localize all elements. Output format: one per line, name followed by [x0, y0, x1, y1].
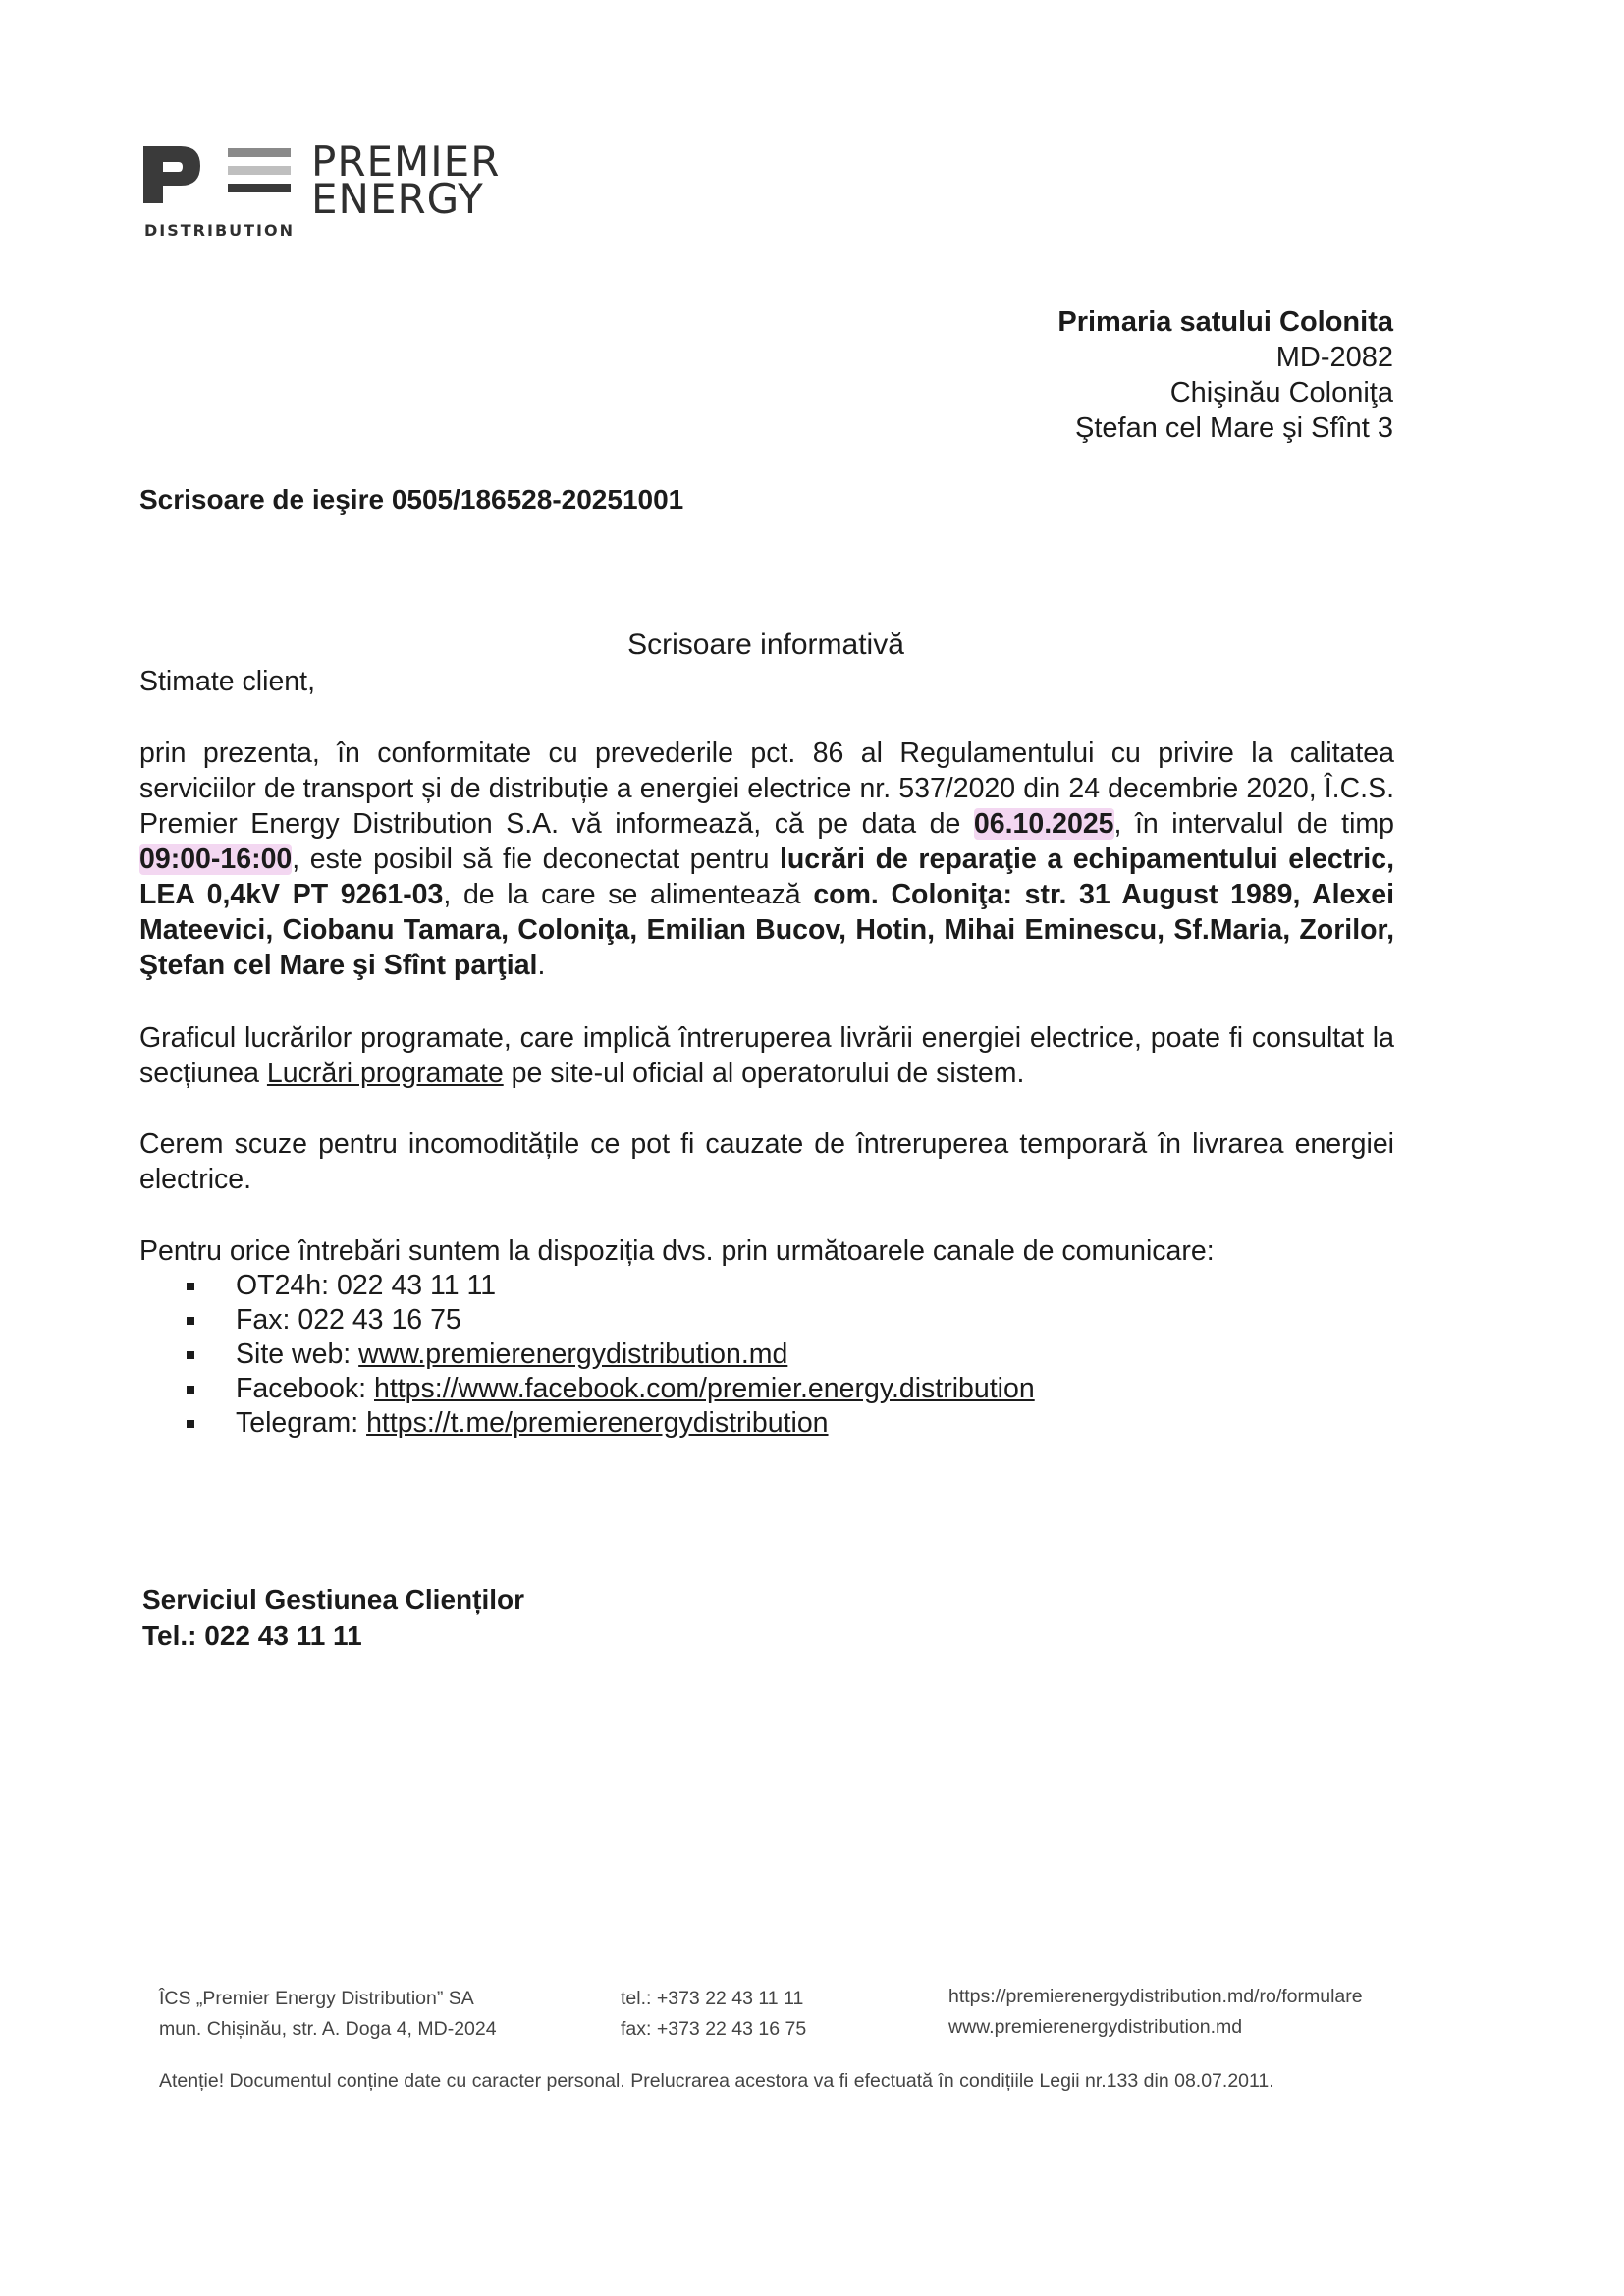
- contact-channels-list: [187, 1269, 1035, 1441]
- company-logo: [139, 137, 552, 241]
- work-description: lucrări de reparaţie a echipamentului electric, LEA 0,4kV PT 9261-03: [139, 844, 1394, 910]
- website-link[interactable]: www.premierenergydistribution.md: [358, 1339, 788, 1370]
- facebook-link[interactable]: https://www.facebook.com/premier.energy.distribution: [374, 1373, 1035, 1404]
- channel-website: [187, 1338, 1035, 1372]
- footer-fax: fax: +373 22 43 16 75: [621, 2018, 807, 2040]
- p2-text-a: Graficul lucrărilor programate, care implică întreruperea livrării energiei electrice, poate fi consultat la secțiunea: [139, 1022, 1394, 1089]
- bullet-icon: [187, 1351, 194, 1359]
- p1-text-a: prin prezenta, în conformitate cu prevederile pct. 86 al Regulamentului cu privire la calitatea serviciilor de transport și de distribuție a energiei electrice nr. 537/2020 din 24 decembrie 2020, Î.C.S. Premier Energy Distribution S.A. vă informează, că pe data de: [139, 738, 1394, 840]
- channel-value: 022 43 11 11: [336, 1270, 497, 1301]
- footer-tel: tel.: +373 22 43 11 11: [621, 1988, 804, 2009]
- privacy-notice: Atenție! Documentul conține date cu caracter personal. Prelucrarea acestora va fi efectuată în condițiile Legii nr.133 din 08.07.2011.: [159, 2070, 1274, 2092]
- logo-word-premier: PREMIER: [311, 137, 501, 186]
- footer-company: [159, 1984, 497, 2045]
- channel-ot24h: [187, 1269, 1035, 1303]
- affected-streets: com. Coloniţa: str. 31 August 1989, Alexei Mateevici, Ciobanu Tamara, Coloniţa, Emilian Bucov, Hotin, Mihai Eminescu, Sf.Maria, Zorilor, Ştefan cel Mare şi Sfînt parţial: [139, 879, 1395, 981]
- notice-paragraph: [139, 736, 1394, 983]
- bullet-icon: [187, 1283, 194, 1290]
- letter-subject: Scrisoare informativă: [627, 629, 904, 661]
- p1-text-d: , de la care se alimentează: [443, 879, 814, 910]
- schedule-paragraph: [139, 1020, 1394, 1091]
- p1-text-c: , este posibil să fie deconectat pentru: [292, 844, 780, 875]
- footer-phones: [621, 1984, 806, 2045]
- channel-label: Facebook:: [236, 1373, 374, 1404]
- footer-site-url[interactable]: www.premierenergydistribution.md: [948, 2016, 1243, 2038]
- bullet-icon: [187, 1317, 194, 1325]
- footer-links: [948, 1982, 1363, 2043]
- apology-paragraph: Cerem scuze pentru incomoditățile ce pot fi cauzate de întreruperea temporară în livrarea energiei electrice.: [139, 1128, 1394, 1195]
- p1-text-b: , în intervalul de timp: [1113, 808, 1394, 840]
- logo-subtitle: DISTRIBUTION: [144, 221, 295, 240]
- p1-text-e: .: [537, 950, 546, 981]
- channel-label: Site web:: [236, 1339, 359, 1370]
- footer-address: mun. Chișinău, str. A. Doga 4, MD-2024: [159, 2018, 497, 2040]
- scheduled-works-link[interactable]: Lucrări programate: [266, 1058, 504, 1089]
- channel-value: 022 43 16 75: [298, 1304, 461, 1336]
- recipient-postal: MD-2082: [1275, 342, 1393, 373]
- premier-energy-logo-mark: [139, 142, 297, 221]
- signature-block: [142, 1581, 524, 1654]
- logo-word-energy: ENERGY: [311, 175, 484, 223]
- channel-facebook: [187, 1372, 1035, 1406]
- letter-reference: Scrisoare de ieşire 0505/186528-20251001: [139, 484, 684, 515]
- contact-intro-paragraph: Pentru orice întrebări suntem la dispoziția dvs. prin următoarele canale de comunicare:: [139, 1235, 1215, 1267]
- channel-telegram: [187, 1406, 1035, 1441]
- channel-label: OT24h:: [236, 1270, 337, 1301]
- bullet-icon: [187, 1386, 194, 1394]
- greeting: Stimate client,: [139, 666, 315, 697]
- recipient-city: Chişinău Coloniţa: [1169, 377, 1393, 409]
- footer-company-name: ÎCS „Premier Energy Distribution” SA: [159, 1988, 474, 2009]
- outage-date: 06.10.2025: [973, 808, 1114, 840]
- channel-label: Telegram:: [236, 1407, 367, 1439]
- channel-fax: [187, 1303, 1035, 1338]
- recipient-block: [804, 304, 1393, 446]
- signature-department: Serviciul Gestiunea Clienților: [142, 1584, 525, 1614]
- recipient-name: Primaria satului Colonita: [1057, 306, 1393, 338]
- telegram-link[interactable]: https://t.me/premierenergydistribution: [366, 1407, 829, 1439]
- recipient-street: Ştefan cel Mare şi Sfînt 3: [1075, 412, 1393, 444]
- channel-label: Fax:: [236, 1304, 298, 1336]
- p2-text-b: pe site-ul oficial al operatorului de sistem.: [503, 1058, 1025, 1089]
- bullet-icon: [187, 1420, 194, 1428]
- footer-forms-url[interactable]: https://premierenergydistribution.md/ro/formulare: [948, 1986, 1363, 2007]
- outage-time: 09:00-16:00: [139, 844, 293, 875]
- signature-phone: Tel.: 022 43 11 11: [142, 1620, 362, 1651]
